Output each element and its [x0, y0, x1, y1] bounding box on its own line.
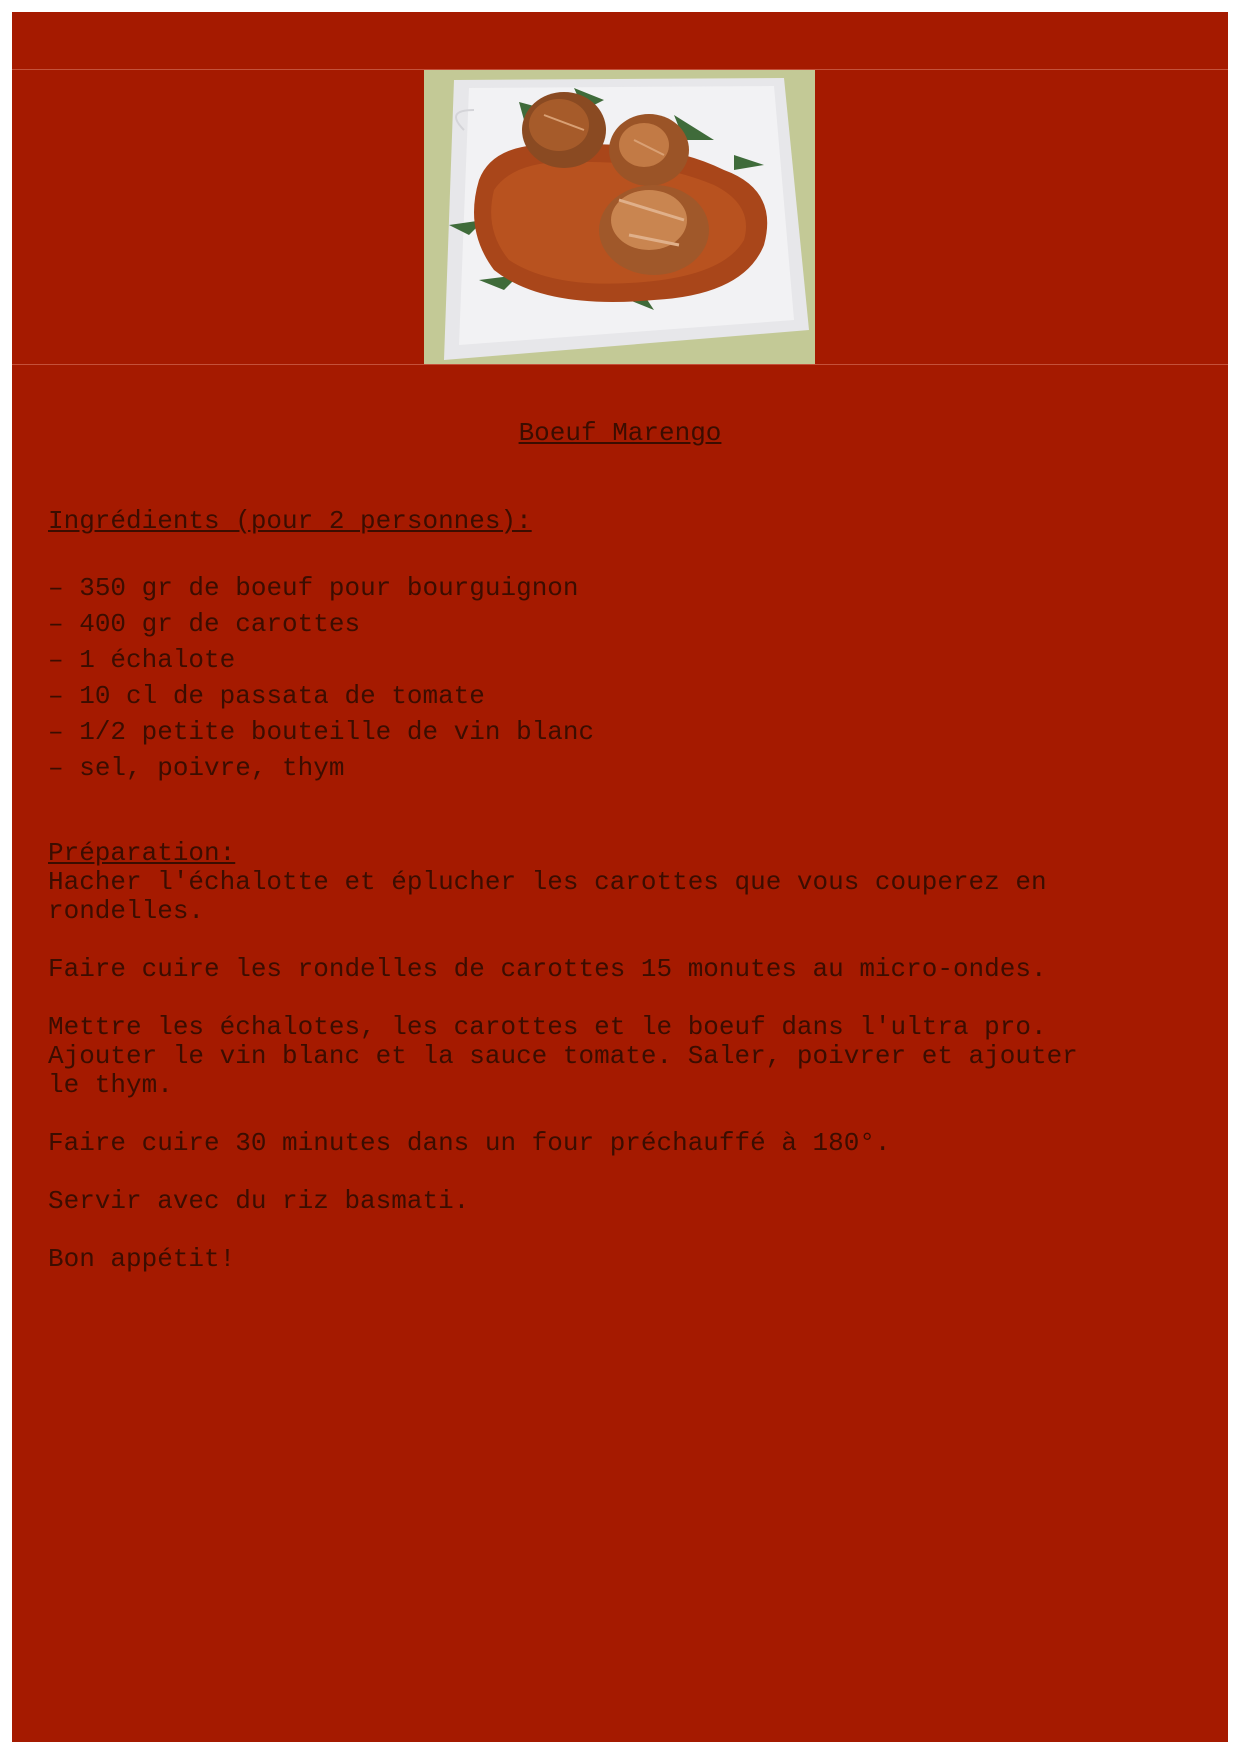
preparation-step: Bon appétit!: [48, 1244, 236, 1274]
ingredients-heading: Ingrédients (pour 2 personnes):: [48, 506, 532, 536]
preparation-step: Servir avec du riz basmati.: [48, 1186, 470, 1216]
ingredient-item: – 400 gr de carottes: [48, 606, 594, 642]
ingredient-item: – 1 échalote: [48, 642, 594, 678]
ingredient-item: – 1/2 petite bouteille de vin blanc: [48, 714, 594, 750]
preparation-step: Faire cuire 30 minutes dans un four préchauffé à 180°.: [48, 1128, 891, 1158]
ingredient-item: – 350 gr de boeuf pour bourguignon: [48, 570, 594, 606]
dish-photo: [424, 70, 815, 364]
header-band: [12, 12, 1228, 70]
ingredient-item: – 10 cl de passata de tomate: [48, 678, 594, 714]
recipe-page: [12, 12, 1228, 1742]
preparation-step: Faire cuire les rondelles de carottes 15 monutes au micro-ondes.: [48, 954, 1047, 984]
preparation-step: Hacher l'échalotte et éplucher les carottes que vous couperez en rondelles.: [48, 867, 1047, 926]
recipe-title: Boeuf Marengo: [518, 418, 722, 448]
ingredients-list: [48, 570, 594, 786]
preparation-steps: [48, 868, 1208, 1303]
photo-band: [12, 70, 1228, 365]
ingredient-item: – sel, poivre, thym: [48, 750, 594, 786]
preparation-step: Mettre les échalotes, les carottes et le boeuf dans l'ultra pro. Ajouter le vin blanc et la sauce tomate. Saler, poivrer et ajouter le thym.: [48, 1012, 1078, 1100]
preparation-heading: Préparation:: [48, 838, 236, 868]
